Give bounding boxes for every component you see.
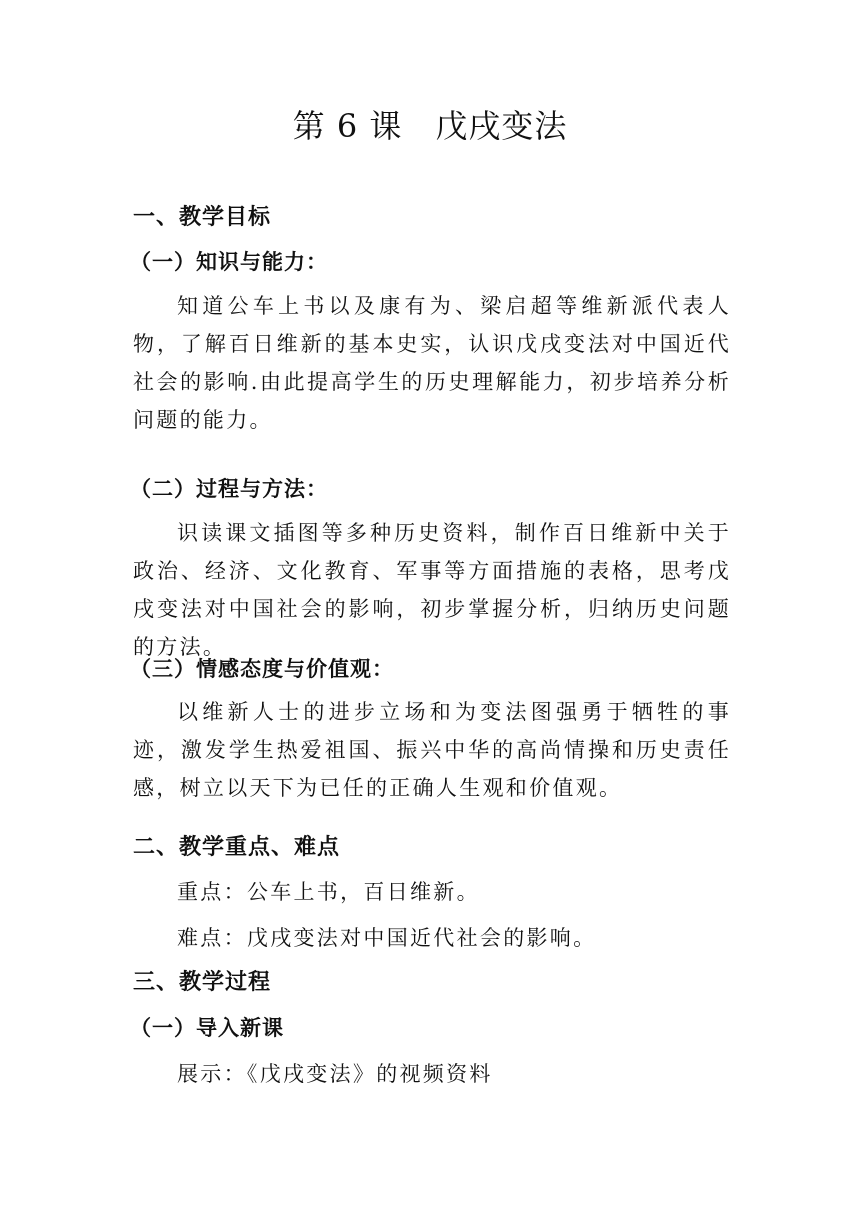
- paragraph-emotion-values: 以维新人士的进步立场和为变法图强勇于牺牲的事迹，激发学生热爱祖国、振兴中华的高尚情操和历史责任感，树立以天下为已任的正确人生观和价值观。: [133, 700, 731, 800]
- subheading-emotion-values: （三）情感态度与价值观：: [130, 657, 394, 681]
- key-point-text: 重点：公车上书，百日维新。: [177, 880, 480, 904]
- introduction-text: 展示：《戊戌变法》的视频资料: [177, 1062, 493, 1086]
- subheading-process-method: （二）过程与方法：: [130, 477, 328, 501]
- paragraph-process-method: 识读课文插图等多种历史资料，制作百日维新中关于政治、经济、文化教育、军事等方面措施的表格，思考戊戌变法对中国社会的影响，初步掌握分析，归纳历史问题的方法。: [133, 521, 731, 659]
- section-heading-teaching-process: 三、教学过程: [133, 970, 272, 995]
- paragraph-knowledge-ability: 知道公车上书以及康有为、梁启超等维新派代表人物，了解百日维新的基本史实，认识戊戌变法对中国近代社会的影响.由此提高学生的历史理解能力，初步培养分析问题的能力。: [133, 294, 731, 432]
- difficult-point-text: 难点：戊戌变法对中国近代社会的影响。: [177, 926, 597, 950]
- lesson-title: 第 6 课 戊戌变法: [292, 107, 568, 145]
- section-heading-key-difficult: 二、教学重点、难点: [133, 835, 341, 860]
- section-heading-teaching-goals: 一、教学目标: [133, 205, 272, 230]
- subheading-introduction: （一）导入新课: [130, 1016, 284, 1040]
- subheading-knowledge-ability: （一）知识与能力：: [130, 250, 328, 274]
